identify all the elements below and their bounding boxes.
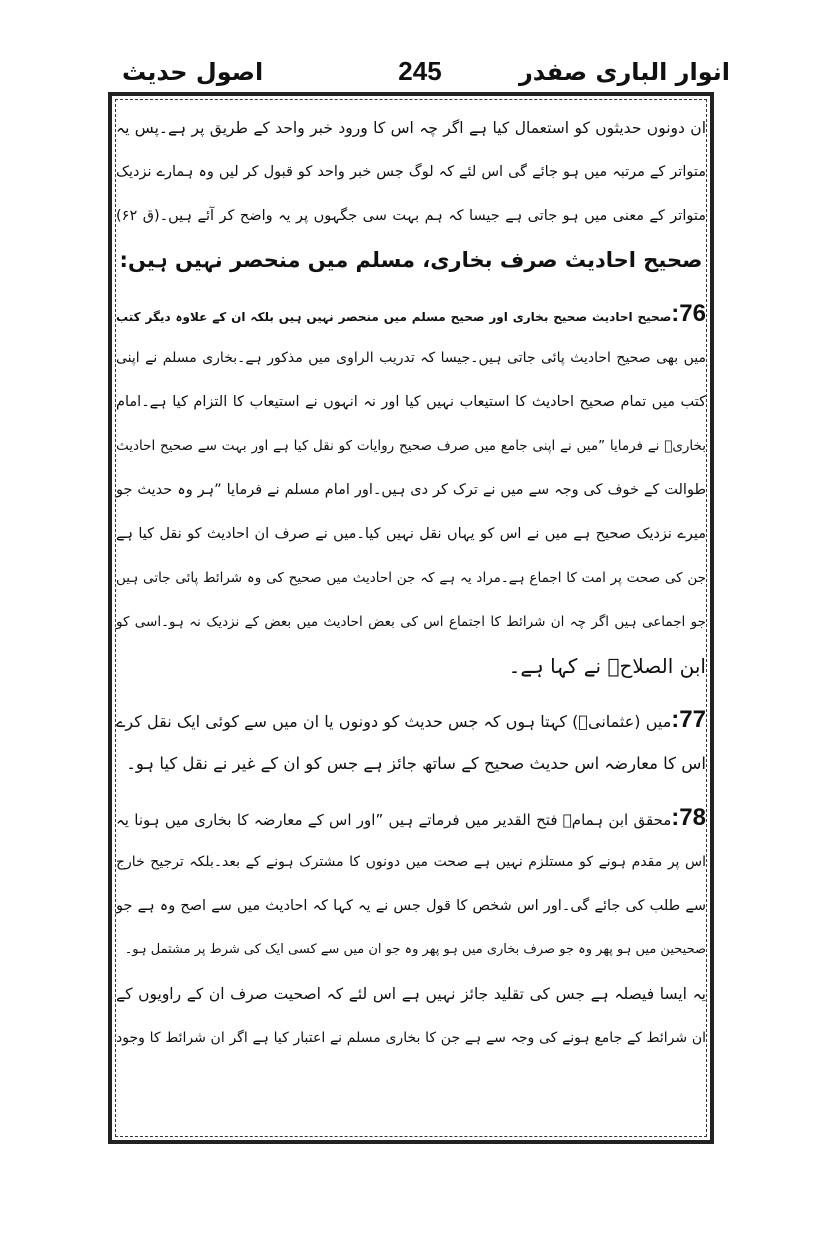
text-line: ابن الصلاحؒ نے کہا ہے۔ bbox=[508, 654, 706, 678]
text-line: متواتر کے معنی میں ہو جاتی ہے جیسا کہ ہم بہت سی جگہوں پر یہ واضح کر آئے ہیں۔(ق ۶۲) bbox=[116, 208, 706, 224]
paragraph-number: 76: bbox=[671, 300, 706, 327]
text-line: جو اجماعی ہیں اگر چہ ان شرائط کا اجتماع اس کی بعض احادیث میں بعض کے نزدیک نہ ہو۔اسی کو bbox=[116, 614, 706, 630]
text-line: طوالت کے خوف کی وجہ سے میں نے ترک کر دی ہیں۔اور امام مسلم نے فرمایا ”ہر وہ حدیث جو bbox=[116, 482, 706, 498]
text-line: میرے نزدیک صحیح ہے میں نے اس کو یہاں نقل نہیں کیا۔میں نے صرف ان احادیث کو نقل کیا ہے bbox=[116, 526, 706, 542]
paragraph-number: 78: bbox=[671, 804, 706, 831]
paragraph-number: 77: bbox=[671, 706, 706, 733]
text-line: ان دونوں حدیثوں کو استعمال کیا ہے اگر چہ اس کا ورود خبر واحد کے طریق پر ہے۔پس یہ bbox=[116, 119, 706, 137]
text-line: سے طلب کی جائے گی۔اور اس شخص کا قول جس نے یہ کہا کہ احادیث میں سے اصح وہ ہے جو bbox=[116, 898, 706, 914]
book-title: انوار الباری صفدر bbox=[518, 58, 730, 86]
text-line: اس پر مقدم ہونے کو مستلزم نہیں ہے صحت میں دونوں کا مشترک ہونے کے بعد۔بلکہ ترجیح خارج bbox=[116, 854, 706, 870]
text-line: متواتر کے مرتبہ میں ہو جائے گی اس لئے کہ لوگ جس خبر واحد کو قبول کر لیں وہ ہمارے نزدیک bbox=[116, 164, 706, 180]
page-body bbox=[112, 96, 710, 1140]
section-heading: صحیح احادیث صرف بخاری، مسلم میں منحصر نہیں ہیں: bbox=[119, 248, 703, 272]
paragraph-76-first-line: 76:صحیح احادیث صحیح بخاری اور صحیح مسلم میں منحصر نہیں ہیں بلکہ ان کے علاوہ دیگر کتب bbox=[116, 300, 706, 327]
chapter-title: اصول حدیث bbox=[122, 58, 264, 86]
text-line: جن کی صحت پر امت کا اجماع ہے۔مراد یہ ہے کہ جن احادیث میں صحیح کی وہ شرائط پائی جاتی ہیں bbox=[116, 570, 706, 586]
text-line: اس کا معارضہ اس حدیث صحیح کے ساتھ جائز ہے جس کو ان کے غیر نے نقل کیا ہو۔ bbox=[126, 754, 706, 773]
page-header bbox=[100, 56, 730, 92]
paragraph-77-first-line: 77:میں (عثمانیؒ) کہتا ہوں کہ جس حدیث کو دونوں یا ان میں سے کوئی ایک نقل کرے bbox=[116, 706, 706, 733]
text-line: صحیحین میں ہو پھر وہ جو صرف بخاری میں ہو پھر وہ جو ان میں سے کسی ایک کی شرط پر مشتمل ہو۔ bbox=[124, 942, 706, 957]
text-line: ان شرائط کے جامع ہونے کی وجہ سے ہے جن کا بخاری مسلم نے اعتبار کیا ہے اگر ان شرائط کا وجود bbox=[116, 1030, 706, 1046]
text-line: یہ ایسا فیصلہ ہے جس کی تقلید جائز نہیں ہے اس لئے کہ اصحیت صرف ان کے راویوں کے bbox=[116, 985, 706, 1003]
text-line: کتب میں تمام صحیح احادیث کا استیعاب نہیں کیا اور نہ انہوں نے استیعاب کا التزام کیا ہے۔امام bbox=[116, 394, 706, 410]
text-line: بخاریؒ نے فرمایا ”میں نے اپنی جامع میں صرف صحیح روایات کو نقل کیا ہے اور بہت سے صحیح احادیث bbox=[116, 438, 706, 454]
page-number: 245 bbox=[398, 56, 442, 86]
text-line: میں بھی صحیح احادیث پائی جاتی ہیں۔جیسا کہ تدریب الراوی میں مذکور ہے۔بخاری مسلم نے اپنی bbox=[116, 350, 706, 366]
paragraph-78-first-line: 78:محقق ابن ہمامؒ فتح القدیر میں فرماتے ہیں ”اور اس کے معارضہ کا بخاری میں ہونا یہ bbox=[116, 804, 706, 831]
